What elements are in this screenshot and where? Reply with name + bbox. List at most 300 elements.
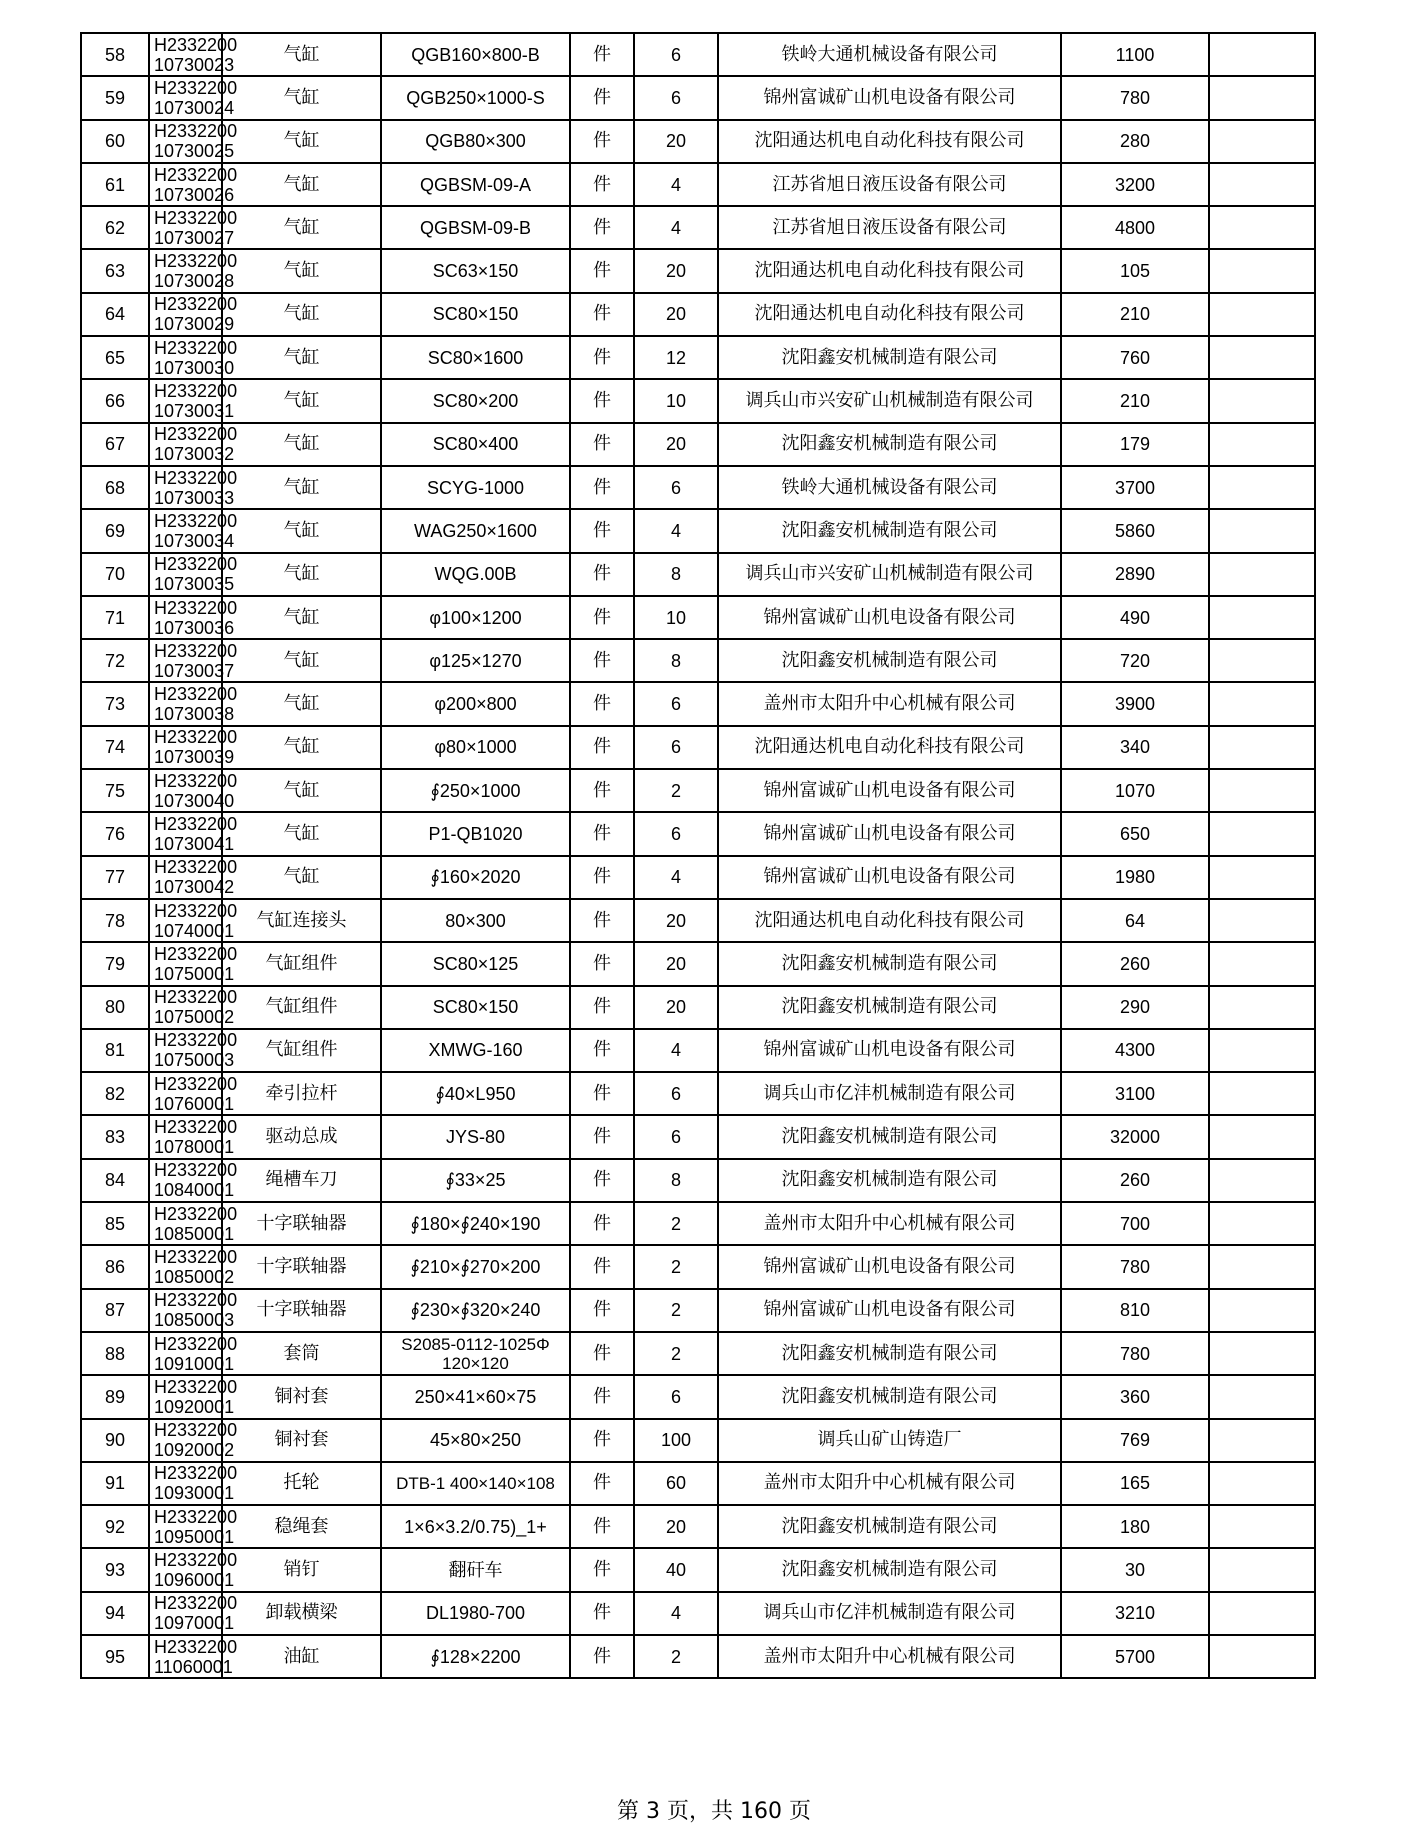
row-number-cell: 78 bbox=[81, 899, 149, 942]
note-cell bbox=[1209, 1548, 1315, 1591]
unit-cell: 件 bbox=[570, 1505, 634, 1548]
note-cell bbox=[1209, 1072, 1315, 1115]
item-name-cell: 气缸 bbox=[222, 206, 381, 249]
row-number-cell: 61 bbox=[81, 163, 149, 206]
material-code-cell bbox=[149, 1635, 238, 1678]
item-name-cell: 气缸 bbox=[222, 726, 381, 769]
material-code-cell bbox=[149, 1072, 238, 1115]
note-cell bbox=[1209, 682, 1315, 725]
material-code-suffix: 10750002 bbox=[154, 1007, 235, 1028]
row-number-cell: 68 bbox=[81, 466, 149, 509]
spec-cell: 1×6×3.2/0.75)_1+ bbox=[381, 1505, 570, 1548]
row-number-cell: 92 bbox=[81, 1505, 149, 1548]
material-code-prefix: H2332200 bbox=[154, 987, 238, 1008]
material-code-cell bbox=[149, 76, 238, 119]
material-code-suffix: 10750001 bbox=[154, 963, 235, 984]
quantity-cell: 20 bbox=[634, 1505, 718, 1548]
material-code-suffix: 10850003 bbox=[154, 1310, 235, 1331]
material-code-suffix: 10850002 bbox=[154, 1266, 235, 1287]
note-cell bbox=[1209, 509, 1315, 552]
row-number-cell: 76 bbox=[81, 812, 149, 855]
material-code-suffix: 10730042 bbox=[154, 877, 235, 898]
note-cell bbox=[1209, 206, 1315, 249]
material-code-prefix: H2332200 bbox=[154, 77, 238, 98]
price-cell: 3100 bbox=[1061, 1072, 1209, 1115]
quantity-cell: 20 bbox=[634, 120, 718, 163]
quantity-cell: 6 bbox=[634, 1072, 718, 1115]
items-table bbox=[80, 32, 1316, 1679]
row-number-cell: 69 bbox=[81, 509, 149, 552]
material-code-cell bbox=[149, 249, 238, 292]
price-cell: 290 bbox=[1061, 986, 1209, 1029]
material-code-prefix: H2332200 bbox=[154, 1420, 238, 1441]
item-name-cell: 气缸 bbox=[222, 509, 381, 552]
note-cell bbox=[1209, 423, 1315, 466]
spec-cell: 45×80×250 bbox=[381, 1419, 570, 1462]
unit-cell: 件 bbox=[570, 1548, 634, 1591]
material-code-prefix: H2332200 bbox=[154, 857, 238, 878]
material-code-cell bbox=[149, 769, 238, 812]
table-row bbox=[81, 986, 1315, 1029]
table-row bbox=[81, 206, 1315, 249]
table-row bbox=[81, 293, 1315, 336]
table-row bbox=[81, 1072, 1315, 1115]
row-number-cell: 59 bbox=[81, 76, 149, 119]
row-number-cell: 91 bbox=[81, 1462, 149, 1505]
table-row bbox=[81, 812, 1315, 855]
spec-cell: 80×300 bbox=[381, 899, 570, 942]
supplier-cell: 沈阳通达机电自动化科技有限公司 bbox=[718, 899, 1061, 942]
price-cell: 760 bbox=[1061, 336, 1209, 379]
item-name-cell: 稳绳套 bbox=[222, 1505, 381, 1548]
supplier-cell: 沈阳通达机电自动化科技有限公司 bbox=[718, 726, 1061, 769]
row-number-cell: 73 bbox=[81, 682, 149, 725]
unit-cell: 件 bbox=[570, 249, 634, 292]
spec-cell: QGB80×300 bbox=[381, 120, 570, 163]
supplier-cell: 沈阳鑫安机械制造有限公司 bbox=[718, 423, 1061, 466]
material-code-cell bbox=[149, 1029, 238, 1072]
row-number-cell: 58 bbox=[81, 33, 149, 76]
spec-cell: φ80×1000 bbox=[381, 726, 570, 769]
item-name-cell: 铜衬套 bbox=[222, 1375, 381, 1418]
price-cell: 1070 bbox=[1061, 769, 1209, 812]
material-code-cell bbox=[149, 682, 238, 725]
spec-cell: JYS-80 bbox=[381, 1115, 570, 1158]
material-code-cell bbox=[149, 509, 238, 552]
row-number-cell: 85 bbox=[81, 1202, 149, 1245]
material-code-prefix: H2332200 bbox=[154, 1506, 238, 1527]
material-code-suffix: 10730041 bbox=[154, 833, 235, 854]
supplier-cell: 沈阳通达机电自动化科技有限公司 bbox=[718, 293, 1061, 336]
note-cell bbox=[1209, 466, 1315, 509]
supplier-cell: 沈阳通达机电自动化科技有限公司 bbox=[718, 249, 1061, 292]
supplier-cell: 锦州富诚矿山机电设备有限公司 bbox=[718, 1245, 1061, 1288]
supplier-cell: 沈阳鑫安机械制造有限公司 bbox=[718, 1548, 1061, 1591]
supplier-cell: 调兵山市兴安矿山机械制造有限公司 bbox=[718, 379, 1061, 422]
item-name-cell: 十字联轴器 bbox=[222, 1289, 381, 1332]
unit-cell: 件 bbox=[570, 639, 634, 682]
price-cell: 769 bbox=[1061, 1419, 1209, 1462]
row-number-cell: 75 bbox=[81, 769, 149, 812]
row-number-cell: 84 bbox=[81, 1159, 149, 1202]
supplier-cell: 锦州富诚矿山机电设备有限公司 bbox=[718, 1029, 1061, 1072]
supplier-cell: 沈阳鑫安机械制造有限公司 bbox=[718, 336, 1061, 379]
row-number-cell: 79 bbox=[81, 942, 149, 985]
quantity-cell: 4 bbox=[634, 206, 718, 249]
supplier-cell: 锦州富诚矿山机电设备有限公司 bbox=[718, 596, 1061, 639]
page-footer: 第 3 页，共 160 页 bbox=[617, 1799, 811, 1824]
item-name-cell: 牵引拉杆 bbox=[222, 1072, 381, 1115]
material-code-cell bbox=[149, 1159, 238, 1202]
item-name-cell: 气缸 bbox=[222, 856, 381, 899]
supplier-cell: 调兵山矿山铸造厂 bbox=[718, 1419, 1061, 1462]
spec-cell: φ125×1270 bbox=[381, 639, 570, 682]
supplier-cell: 沈阳鑫安机械制造有限公司 bbox=[718, 1115, 1061, 1158]
supplier-cell: 铁岭大通机械设备有限公司 bbox=[718, 466, 1061, 509]
material-code-prefix: H2332200 bbox=[154, 1030, 238, 1051]
material-code-prefix: H2332200 bbox=[154, 727, 238, 748]
price-cell: 180 bbox=[1061, 1505, 1209, 1548]
quantity-cell: 6 bbox=[634, 76, 718, 119]
note-cell bbox=[1209, 1462, 1315, 1505]
item-name-cell: 气缸 bbox=[222, 379, 381, 422]
spec-cell: SC80×125 bbox=[381, 942, 570, 985]
supplier-cell: 江苏省旭日液压设备有限公司 bbox=[718, 206, 1061, 249]
supplier-cell: 沈阳鑫安机械制造有限公司 bbox=[718, 942, 1061, 985]
material-code-suffix: 10840001 bbox=[154, 1180, 235, 1201]
item-name-cell: 托轮 bbox=[222, 1462, 381, 1505]
items-table-body bbox=[81, 33, 1315, 1678]
material-code-prefix: H2332200 bbox=[154, 770, 238, 791]
table-row bbox=[81, 942, 1315, 985]
material-code-cell bbox=[149, 1462, 238, 1505]
spec-cell: WQG.00B bbox=[381, 553, 570, 596]
price-cell: 700 bbox=[1061, 1202, 1209, 1245]
quantity-cell: 6 bbox=[634, 1375, 718, 1418]
unit-cell: 件 bbox=[570, 206, 634, 249]
table-row bbox=[81, 1029, 1315, 1072]
supplier-cell: 盖州市太阳升中心机械有限公司 bbox=[718, 682, 1061, 725]
table-row bbox=[81, 1462, 1315, 1505]
item-name-cell: 套筒 bbox=[222, 1332, 381, 1375]
material-code-prefix: H2332200 bbox=[154, 121, 238, 142]
material-code-prefix: H2332200 bbox=[154, 424, 238, 445]
material-code-suffix: 10730031 bbox=[154, 401, 235, 422]
item-name-cell: 气缸 bbox=[222, 293, 381, 336]
supplier-cell: 盖州市太阳升中心机械有限公司 bbox=[718, 1462, 1061, 1505]
unit-cell: 件 bbox=[570, 682, 634, 725]
note-cell bbox=[1209, 1159, 1315, 1202]
quantity-cell: 20 bbox=[634, 249, 718, 292]
item-name-cell: 气缸 bbox=[222, 466, 381, 509]
price-cell: 780 bbox=[1061, 1245, 1209, 1288]
supplier-cell: 调兵山市亿沣机械制造有限公司 bbox=[718, 1072, 1061, 1115]
quantity-cell: 2 bbox=[634, 1202, 718, 1245]
unit-cell: 件 bbox=[570, 1419, 634, 1462]
material-code-cell bbox=[149, 33, 238, 76]
price-cell: 780 bbox=[1061, 76, 1209, 119]
material-code-suffix: 10750003 bbox=[154, 1050, 235, 1071]
item-name-cell: 气缸 bbox=[222, 812, 381, 855]
price-cell: 3210 bbox=[1061, 1592, 1209, 1635]
table-row bbox=[81, 769, 1315, 812]
supplier-cell: 调兵山市亿沣机械制造有限公司 bbox=[718, 1592, 1061, 1635]
price-cell: 2890 bbox=[1061, 553, 1209, 596]
material-code-cell bbox=[149, 293, 238, 336]
unit-cell: 件 bbox=[570, 379, 634, 422]
spec-cell: QGBSM-09-A bbox=[381, 163, 570, 206]
unit-cell: 件 bbox=[570, 76, 634, 119]
row-number-cell: 66 bbox=[81, 379, 149, 422]
unit-cell: 件 bbox=[570, 1332, 634, 1375]
row-number-cell: 71 bbox=[81, 596, 149, 639]
material-code-cell bbox=[149, 812, 238, 855]
item-name-cell: 气缸 bbox=[222, 76, 381, 119]
price-cell: 650 bbox=[1061, 812, 1209, 855]
quantity-cell: 8 bbox=[634, 1159, 718, 1202]
material-code-prefix: H2332200 bbox=[154, 381, 238, 402]
material-code-suffix: 10730024 bbox=[154, 97, 235, 118]
supplier-cell: 沈阳鑫安机械制造有限公司 bbox=[718, 639, 1061, 682]
spec-cell: P1-QB1020 bbox=[381, 812, 570, 855]
supplier-cell: 沈阳通达机电自动化科技有限公司 bbox=[718, 120, 1061, 163]
material-code-cell bbox=[149, 1548, 238, 1591]
row-number-cell: 95 bbox=[81, 1635, 149, 1678]
quantity-cell: 4 bbox=[634, 856, 718, 899]
unit-cell: 件 bbox=[570, 1202, 634, 1245]
price-cell: 280 bbox=[1061, 120, 1209, 163]
material-code-cell bbox=[149, 1375, 238, 1418]
unit-cell: 件 bbox=[570, 1592, 634, 1635]
row-number-cell: 82 bbox=[81, 1072, 149, 1115]
material-code-cell bbox=[149, 1419, 238, 1462]
spec-cell: SC63×150 bbox=[381, 249, 570, 292]
price-cell: 4300 bbox=[1061, 1029, 1209, 1072]
supplier-cell: 江苏省旭日液压设备有限公司 bbox=[718, 163, 1061, 206]
spec-cell: QGB160×800-B bbox=[381, 33, 570, 76]
price-cell: 210 bbox=[1061, 379, 1209, 422]
note-cell bbox=[1209, 639, 1315, 682]
material-code-prefix: H2332200 bbox=[154, 510, 238, 531]
note-cell bbox=[1209, 33, 1315, 76]
quantity-cell: 4 bbox=[634, 1029, 718, 1072]
supplier-cell: 沈阳鑫安机械制造有限公司 bbox=[718, 1505, 1061, 1548]
table-row bbox=[81, 596, 1315, 639]
price-cell: 1100 bbox=[1061, 33, 1209, 76]
price-cell: 179 bbox=[1061, 423, 1209, 466]
table-row bbox=[81, 1115, 1315, 1158]
unit-cell: 件 bbox=[570, 1289, 634, 1332]
supplier-cell: 沈阳鑫安机械制造有限公司 bbox=[718, 1159, 1061, 1202]
note-cell bbox=[1209, 856, 1315, 899]
note-cell bbox=[1209, 293, 1315, 336]
material-code-suffix: 10780001 bbox=[154, 1137, 235, 1158]
row-number-cell: 70 bbox=[81, 553, 149, 596]
note-cell bbox=[1209, 120, 1315, 163]
row-number-cell: 64 bbox=[81, 293, 149, 336]
item-name-cell: 驱动总成 bbox=[222, 1115, 381, 1158]
price-cell: 4800 bbox=[1061, 206, 1209, 249]
material-code-suffix: 10730030 bbox=[154, 357, 235, 378]
material-code-cell bbox=[149, 1202, 238, 1245]
quantity-cell: 2 bbox=[634, 1289, 718, 1332]
material-code-prefix: H2332200 bbox=[154, 900, 238, 921]
spec-cell: S2085-0112-1025Φ 120×120 bbox=[381, 1332, 570, 1375]
supplier-cell: 盖州市太阳升中心机械有限公司 bbox=[718, 1635, 1061, 1678]
quantity-cell: 20 bbox=[634, 942, 718, 985]
item-name-cell: 气缸连接头 bbox=[222, 899, 381, 942]
table-row bbox=[81, 249, 1315, 292]
spec-cell: DL1980-700 bbox=[381, 1592, 570, 1635]
material-code-cell bbox=[149, 120, 238, 163]
unit-cell: 件 bbox=[570, 942, 634, 985]
note-cell bbox=[1209, 249, 1315, 292]
row-number-cell: 89 bbox=[81, 1375, 149, 1418]
price-cell: 260 bbox=[1061, 942, 1209, 985]
item-name-cell: 十字联轴器 bbox=[222, 1245, 381, 1288]
material-code-cell bbox=[149, 163, 238, 206]
quantity-cell: 4 bbox=[634, 509, 718, 552]
material-code-suffix: 10930001 bbox=[154, 1483, 235, 1504]
note-cell bbox=[1209, 812, 1315, 855]
note-cell bbox=[1209, 163, 1315, 206]
material-code-prefix: H2332200 bbox=[154, 597, 238, 618]
material-code-cell bbox=[149, 1505, 238, 1548]
supplier-cell: 调兵山市兴安矿山机械制造有限公司 bbox=[718, 553, 1061, 596]
spec-cell: ∮33×25 bbox=[381, 1159, 570, 1202]
note-cell bbox=[1209, 942, 1315, 985]
material-code-suffix: 10730038 bbox=[154, 704, 235, 725]
row-number-cell: 77 bbox=[81, 856, 149, 899]
row-number-cell: 74 bbox=[81, 726, 149, 769]
item-name-cell: 销钉 bbox=[222, 1548, 381, 1591]
spec-cell: SC80×150 bbox=[381, 293, 570, 336]
material-code-prefix: H2332200 bbox=[154, 554, 238, 575]
quantity-cell: 8 bbox=[634, 553, 718, 596]
quantity-cell: 6 bbox=[634, 812, 718, 855]
row-number-cell: 65 bbox=[81, 336, 149, 379]
quantity-cell: 20 bbox=[634, 423, 718, 466]
price-cell: 360 bbox=[1061, 1375, 1209, 1418]
table-row bbox=[81, 76, 1315, 119]
price-cell: 720 bbox=[1061, 639, 1209, 682]
note-cell bbox=[1209, 769, 1315, 812]
spec-cell: WAG250×1600 bbox=[381, 509, 570, 552]
material-code-cell bbox=[149, 726, 238, 769]
material-code-cell bbox=[149, 1289, 238, 1332]
material-code-prefix: H2332200 bbox=[154, 207, 238, 228]
material-code-suffix: 10740001 bbox=[154, 920, 235, 941]
row-number-cell: 94 bbox=[81, 1592, 149, 1635]
unit-cell: 件 bbox=[570, 899, 634, 942]
quantity-cell: 2 bbox=[634, 1245, 718, 1288]
table-row bbox=[81, 899, 1315, 942]
note-cell bbox=[1209, 1245, 1315, 1288]
material-code-cell bbox=[149, 423, 238, 466]
row-number-cell: 80 bbox=[81, 986, 149, 1029]
material-code-prefix: H2332200 bbox=[154, 813, 238, 834]
table-row bbox=[81, 120, 1315, 163]
spec-cell: QGB250×1000-S bbox=[381, 76, 570, 119]
unit-cell: 件 bbox=[570, 423, 634, 466]
price-cell: 165 bbox=[1061, 1462, 1209, 1505]
row-number-cell: 83 bbox=[81, 1115, 149, 1158]
unit-cell: 件 bbox=[570, 1029, 634, 1072]
price-cell: 340 bbox=[1061, 726, 1209, 769]
material-code-prefix: H2332200 bbox=[154, 1593, 238, 1614]
row-number-cell: 63 bbox=[81, 249, 149, 292]
table-row bbox=[81, 1505, 1315, 1548]
material-code-cell bbox=[149, 553, 238, 596]
spec-cell: SCYG-1000 bbox=[381, 466, 570, 509]
price-cell: 490 bbox=[1061, 596, 1209, 639]
table-row bbox=[81, 1592, 1315, 1635]
item-name-cell: 气缸组件 bbox=[222, 942, 381, 985]
item-name-cell: 气缸 bbox=[222, 639, 381, 682]
material-code-suffix: 10730035 bbox=[154, 574, 235, 595]
material-code-cell bbox=[149, 899, 238, 942]
unit-cell: 件 bbox=[570, 596, 634, 639]
supplier-cell: 沈阳鑫安机械制造有限公司 bbox=[718, 1375, 1061, 1418]
unit-cell: 件 bbox=[570, 769, 634, 812]
note-cell bbox=[1209, 379, 1315, 422]
material-code-prefix: H2332200 bbox=[154, 1550, 238, 1571]
table-row bbox=[81, 1289, 1315, 1332]
unit-cell: 件 bbox=[570, 1072, 634, 1115]
note-cell bbox=[1209, 899, 1315, 942]
material-code-cell bbox=[149, 942, 238, 985]
spec-cell: SC80×400 bbox=[381, 423, 570, 466]
item-name-cell: 气缸 bbox=[222, 336, 381, 379]
row-number-cell: 62 bbox=[81, 206, 149, 249]
unit-cell: 件 bbox=[570, 1245, 634, 1288]
quantity-cell: 60 bbox=[634, 1462, 718, 1505]
spec-cell: SC80×1600 bbox=[381, 336, 570, 379]
item-name-cell: 气缸 bbox=[222, 120, 381, 163]
unit-cell: 件 bbox=[570, 336, 634, 379]
table-row bbox=[81, 336, 1315, 379]
material-code-suffix: 10730032 bbox=[154, 444, 235, 465]
quantity-cell: 2 bbox=[634, 1332, 718, 1375]
material-code-prefix: H2332200 bbox=[154, 467, 238, 488]
supplier-cell: 沈阳鑫安机械制造有限公司 bbox=[718, 1332, 1061, 1375]
material-code-suffix: 10950001 bbox=[154, 1526, 235, 1547]
material-code-prefix: H2332200 bbox=[154, 1117, 238, 1138]
unit-cell: 件 bbox=[570, 1635, 634, 1678]
material-code-cell bbox=[149, 856, 238, 899]
supplier-cell: 沈阳鑫安机械制造有限公司 bbox=[718, 509, 1061, 552]
row-number-cell: 81 bbox=[81, 1029, 149, 1072]
price-cell: 32000 bbox=[1061, 1115, 1209, 1158]
price-cell: 780 bbox=[1061, 1332, 1209, 1375]
unit-cell: 件 bbox=[570, 1115, 634, 1158]
unit-cell: 件 bbox=[570, 856, 634, 899]
material-code-suffix: 10910001 bbox=[154, 1353, 235, 1374]
unit-cell: 件 bbox=[570, 466, 634, 509]
material-code-prefix: H2332200 bbox=[154, 1160, 238, 1181]
price-cell: 3200 bbox=[1061, 163, 1209, 206]
supplier-cell: 盖州市太阳升中心机械有限公司 bbox=[718, 1202, 1061, 1245]
item-name-cell: 气缸 bbox=[222, 596, 381, 639]
item-name-cell: 十字联轴器 bbox=[222, 1202, 381, 1245]
price-cell: 810 bbox=[1061, 1289, 1209, 1332]
spec-cell: ∮40×L950 bbox=[381, 1072, 570, 1115]
row-number-cell: 88 bbox=[81, 1332, 149, 1375]
material-code-cell bbox=[149, 1245, 238, 1288]
spec-cell: ∮180×∮240×190 bbox=[381, 1202, 570, 1245]
spec-cell: 250×41×60×75 bbox=[381, 1375, 570, 1418]
unit-cell: 件 bbox=[570, 1159, 634, 1202]
